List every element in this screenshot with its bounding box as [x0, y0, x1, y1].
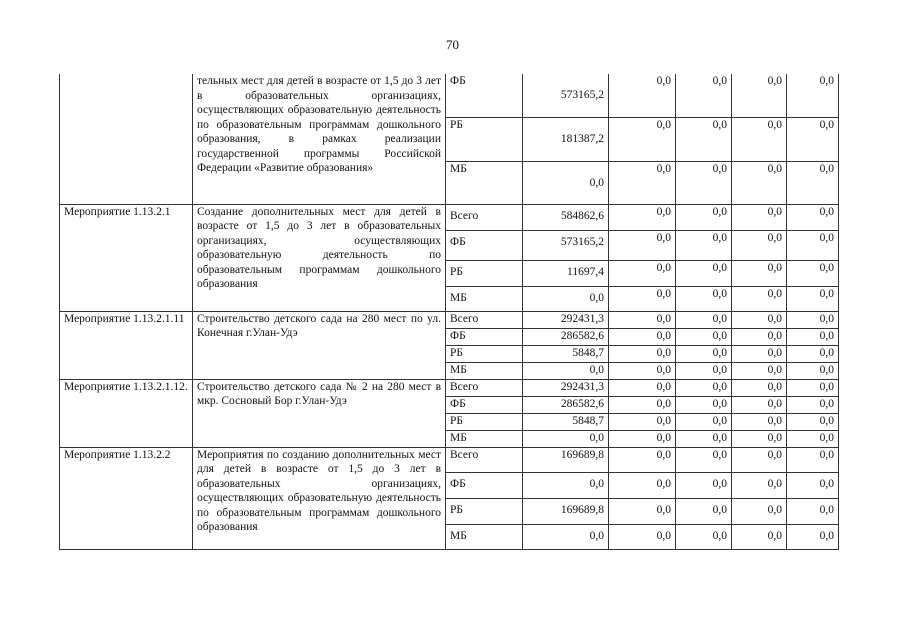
year-value: 0,0	[732, 498, 787, 524]
activity-name: Мероприятие 1.13.2.1.12.	[60, 379, 193, 447]
total-value: 0,0	[523, 524, 609, 549]
total-value: 573165,2	[523, 230, 609, 260]
total-value: 0,0	[523, 286, 609, 311]
funding-source: Всего	[446, 204, 523, 230]
year-value: 0,0	[787, 117, 839, 161]
year-value: 0,0	[609, 345, 676, 362]
activity-description: Строительство детского сада № 2 на 280 мест в мкр. Сосновый Бор г.Улан-Удэ	[193, 379, 446, 447]
total-value: 5848,7	[523, 345, 609, 362]
year-value: 0,0	[732, 311, 787, 328]
table-row	[60, 379, 839, 396]
year-value: 0,0	[732, 447, 787, 472]
year-value: 0,0	[787, 345, 839, 362]
year-value: 0,0	[609, 396, 676, 413]
year-value: 0,0	[787, 74, 839, 117]
year-value: 0,0	[787, 328, 839, 345]
year-value: 0,0	[732, 161, 787, 204]
year-value: 0,0	[732, 345, 787, 362]
year-value: 0,0	[787, 498, 839, 524]
year-value: 0,0	[676, 472, 732, 498]
funding-source: МБ	[446, 286, 523, 311]
year-value: 0,0	[787, 311, 839, 328]
year-value: 0,0	[732, 260, 787, 286]
funding-source: МБ	[446, 362, 523, 379]
year-value: 0,0	[676, 260, 732, 286]
total-value: 11697,4	[523, 260, 609, 286]
year-value: 0,0	[787, 161, 839, 204]
activity-name: Мероприятие 1.13.2.2	[60, 447, 193, 549]
total-value: 5848,7	[523, 413, 609, 430]
total-value: 292431,3	[523, 379, 609, 396]
year-value: 0,0	[676, 204, 732, 230]
year-value: 0,0	[732, 117, 787, 161]
year-value: 0,0	[676, 379, 732, 396]
total-value: 0,0	[523, 161, 609, 204]
table-row	[60, 204, 839, 230]
total-value: 292431,3	[523, 311, 609, 328]
year-value: 0,0	[676, 311, 732, 328]
activity-description: Строительство детского сада на 280 мест по ул. Конечная г.Улан-Удэ	[193, 311, 446, 379]
year-value: 0,0	[787, 362, 839, 379]
year-value: 0,0	[732, 396, 787, 413]
year-value: 0,0	[609, 524, 676, 549]
year-value: 0,0	[787, 447, 839, 472]
total-value: 169689,8	[523, 447, 609, 472]
year-value: 0,0	[787, 524, 839, 549]
table-row	[60, 447, 839, 472]
year-value: 0,0	[609, 230, 676, 260]
total-value: 169689,8	[523, 498, 609, 524]
year-value: 0,0	[609, 204, 676, 230]
year-value: 0,0	[609, 472, 676, 498]
year-value: 0,0	[787, 260, 839, 286]
year-value: 0,0	[787, 379, 839, 396]
activity-description: Мероприятия по созданию дополнительных мест для детей в возрасте от 1,5 до 3 лет в образовательных организациях, осуществляющих образовательную деятельность по образовательным программам дошкольного образования	[193, 447, 446, 549]
table-row	[60, 74, 839, 117]
year-value: 0,0	[732, 362, 787, 379]
total-value: 584862,6	[523, 204, 609, 230]
year-value: 0,0	[787, 430, 839, 447]
total-value: 0,0	[523, 362, 609, 379]
funding-source: РБ	[446, 498, 523, 524]
activity-description: тельных мест для детей в возрасте от 1,5 до 3 лет в образовательных организациях, осуществляющих образовательную деятельность по образовательным программам дошкольного образования, в рамках реализации государственной программы Российской Федерации «Развитие образования»	[193, 74, 446, 204]
funding-source: РБ	[446, 117, 523, 161]
funding-source: МБ	[446, 524, 523, 549]
year-value: 0,0	[676, 498, 732, 524]
funding-source: МБ	[446, 430, 523, 447]
year-value: 0,0	[609, 286, 676, 311]
funding-source: ФБ	[446, 328, 523, 345]
funding-source: РБ	[446, 345, 523, 362]
total-value: 0,0	[523, 430, 609, 447]
year-value: 0,0	[787, 396, 839, 413]
year-value: 0,0	[787, 413, 839, 430]
funding-source: ФБ	[446, 74, 523, 117]
year-value: 0,0	[787, 204, 839, 230]
year-value: 0,0	[609, 260, 676, 286]
year-value: 0,0	[609, 498, 676, 524]
activity-description: Создание дополнительных мест для детей в возрасте от 1,5 до 3 лет в образовательных организациях, осуществляющих образовательную деятельность по образовательным программам дошкольного образования	[193, 204, 446, 311]
budget-table	[59, 74, 839, 550]
year-value: 0,0	[609, 311, 676, 328]
year-value: 0,0	[732, 379, 787, 396]
funding-source: ФБ	[446, 396, 523, 413]
year-value: 0,0	[676, 413, 732, 430]
activity-name: Мероприятие 1.13.2.1.11	[60, 311, 193, 379]
year-value: 0,0	[676, 161, 732, 204]
year-value: 0,0	[732, 472, 787, 498]
funding-source: ФБ	[446, 230, 523, 260]
funding-source: РБ	[446, 260, 523, 286]
year-value: 0,0	[609, 328, 676, 345]
page-number: 70	[446, 37, 459, 52]
year-value: 0,0	[732, 204, 787, 230]
year-value: 0,0	[609, 413, 676, 430]
year-value: 0,0	[787, 472, 839, 498]
year-value: 0,0	[732, 286, 787, 311]
funding-source: Всего	[446, 447, 523, 472]
total-value: 286582,6	[523, 396, 609, 413]
year-value: 0,0	[676, 328, 732, 345]
total-value: 181387,2	[523, 117, 609, 161]
year-value: 0,0	[676, 117, 732, 161]
year-value: 0,0	[676, 447, 732, 472]
funding-source: РБ	[446, 413, 523, 430]
funding-source: МБ	[446, 161, 523, 204]
year-value: 0,0	[732, 413, 787, 430]
year-value: 0,0	[609, 74, 676, 117]
year-value: 0,0	[676, 430, 732, 447]
year-value: 0,0	[676, 345, 732, 362]
funding-source: Всего	[446, 379, 523, 396]
total-value: 0,0	[523, 472, 609, 498]
year-value: 0,0	[609, 379, 676, 396]
total-value: 573165,2	[523, 74, 609, 117]
year-value: 0,0	[676, 524, 732, 549]
year-value: 0,0	[732, 74, 787, 117]
year-value: 0,0	[676, 230, 732, 260]
year-value: 0,0	[609, 447, 676, 472]
year-value: 0,0	[676, 396, 732, 413]
year-value: 0,0	[732, 328, 787, 345]
table-row	[60, 311, 839, 328]
year-value: 0,0	[676, 286, 732, 311]
activity-name	[60, 74, 193, 204]
year-value: 0,0	[732, 430, 787, 447]
year-value: 0,0	[676, 362, 732, 379]
year-value: 0,0	[609, 161, 676, 204]
funding-source: ФБ	[446, 472, 523, 498]
funding-source: Всего	[446, 311, 523, 328]
year-value: 0,0	[609, 430, 676, 447]
year-value: 0,0	[676, 74, 732, 117]
activity-name: Мероприятие 1.13.2.1	[60, 204, 193, 311]
year-value: 0,0	[732, 230, 787, 260]
year-value: 0,0	[609, 117, 676, 161]
year-value: 0,0	[732, 524, 787, 549]
year-value: 0,0	[787, 286, 839, 311]
year-value: 0,0	[609, 362, 676, 379]
total-value: 286582,6	[523, 328, 609, 345]
year-value: 0,0	[787, 230, 839, 260]
